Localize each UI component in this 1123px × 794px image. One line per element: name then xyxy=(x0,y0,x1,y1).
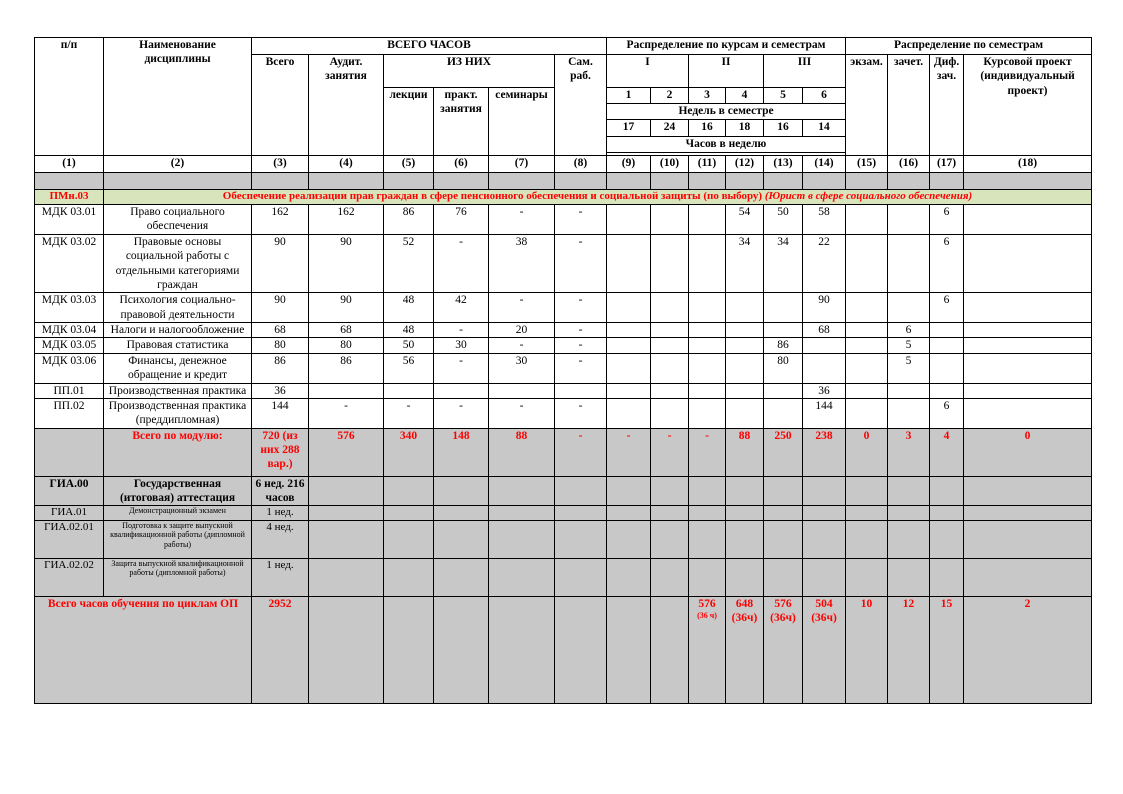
grand-total-s4-note: (36ч) xyxy=(731,611,758,624)
header-dif: Диф. зач. xyxy=(930,55,964,156)
semester-2: 2 xyxy=(651,88,689,104)
discipline-cell xyxy=(434,383,489,398)
header-iz-nih: ИЗ НИХ xyxy=(384,55,555,88)
discipline-name: Правовая статистика xyxy=(104,338,252,353)
discipline-cell: 6 xyxy=(888,323,930,338)
header-total-hours: ВСЕГО ЧАСОВ xyxy=(252,38,607,55)
weeks-5: 16 xyxy=(764,120,803,137)
header-kursovoy: Курсовой проект (индивидуальный проект) xyxy=(964,55,1092,156)
module-code: ПМн.03 xyxy=(35,190,104,205)
discipline-cell: 38 xyxy=(489,234,555,293)
discipline-code: МДК 03.03 xyxy=(35,293,104,323)
discipline-cell xyxy=(689,323,726,338)
discipline-cell: - xyxy=(555,338,607,353)
discipline-row xyxy=(35,398,1092,428)
weeks-2: 24 xyxy=(651,120,689,137)
discipline-cell: 50 xyxy=(764,205,803,235)
gia-item-name: Демонстрационный экзамен xyxy=(104,506,252,520)
module-total-cell: 88 xyxy=(726,428,764,476)
discipline-cell xyxy=(803,338,846,353)
gia-item-row xyxy=(35,558,1092,596)
discipline-cell xyxy=(726,338,764,353)
discipline-cell: - xyxy=(434,234,489,293)
blank-row xyxy=(35,173,1092,190)
module-total-cell: 0 xyxy=(964,428,1092,476)
discipline-cell xyxy=(930,338,964,353)
discipline-cell xyxy=(964,323,1092,338)
header-audit: Аудит. занятия xyxy=(309,55,384,156)
module-total-row xyxy=(35,428,1092,476)
discipline-cell: 36 xyxy=(803,383,846,398)
discipline-cell xyxy=(764,323,803,338)
discipline-cell xyxy=(309,383,384,398)
semester-1: 1 xyxy=(607,88,651,104)
discipline-cell xyxy=(846,323,888,338)
module-total-cell: - xyxy=(651,428,689,476)
discipline-cell xyxy=(651,323,689,338)
curriculum-table xyxy=(34,37,1092,704)
grand-total-s6-hours: 504 xyxy=(815,597,833,610)
discipline-cell: 90 xyxy=(309,293,384,323)
gia-total: 6 нед. 216 часов xyxy=(252,476,309,506)
col-num: (11) xyxy=(689,156,726,173)
discipline-cell: - xyxy=(434,353,489,383)
discipline-name: Право социального обеспечения xyxy=(104,205,252,235)
discipline-cell xyxy=(846,205,888,235)
module-total-cell: 3 xyxy=(888,428,930,476)
header-vsego: Всего xyxy=(252,55,309,156)
gia-item-code: ГИА.02.01 xyxy=(35,520,104,558)
discipline-cell: 54 xyxy=(726,205,764,235)
col-num: (7) xyxy=(489,156,555,173)
discipline-cell: 76 xyxy=(434,205,489,235)
col-num: (4) xyxy=(309,156,384,173)
header-lektsii: лекции xyxy=(384,88,434,156)
grand-total-value: 2952 xyxy=(252,596,309,703)
col-num: (18) xyxy=(964,156,1092,173)
col-num: (12) xyxy=(726,156,764,173)
discipline-cell xyxy=(846,398,888,428)
discipline-cell: 90 xyxy=(803,293,846,323)
discipline-cell xyxy=(930,323,964,338)
discipline-cell: 162 xyxy=(309,205,384,235)
grand-total-s3 xyxy=(689,596,726,703)
discipline-cell xyxy=(846,293,888,323)
module-total-cell: - xyxy=(689,428,726,476)
discipline-cell: 30 xyxy=(434,338,489,353)
discipline-cell: - xyxy=(489,398,555,428)
discipline-row xyxy=(35,293,1092,323)
discipline-cell xyxy=(726,383,764,398)
discipline-cell xyxy=(764,383,803,398)
discipline-cell xyxy=(964,383,1092,398)
gia-name: Государственная (итоговая) аттестация xyxy=(104,476,252,506)
grand-total-s6 xyxy=(803,596,846,703)
discipline-cell xyxy=(726,353,764,383)
discipline-code: МДК 03.06 xyxy=(35,353,104,383)
discipline-name: Правовые основы социальной работы с отдельными категориями граждан xyxy=(104,234,252,293)
col-num: (16) xyxy=(888,156,930,173)
discipline-cell: 68 xyxy=(803,323,846,338)
discipline-name: Финансы, денежное обращение и кредит xyxy=(104,353,252,383)
gia-item-code: ГИА.01 xyxy=(35,506,104,520)
discipline-cell: - xyxy=(489,205,555,235)
discipline-cell: 34 xyxy=(726,234,764,293)
gia-item-name: Защита выпускной квалификационной работы (дипломной работы) xyxy=(104,558,252,596)
module-total-cell: 88 xyxy=(489,428,555,476)
col-num: (1) xyxy=(35,156,104,173)
discipline-cell: 80 xyxy=(252,338,309,353)
semester-5: 5 xyxy=(764,88,803,104)
discipline-cell: - xyxy=(434,323,489,338)
discipline-code: ПП.02 xyxy=(35,398,104,428)
col-num: (9) xyxy=(607,156,651,173)
gia-row xyxy=(35,476,1092,506)
gia-item-total: 1 нед. xyxy=(252,558,309,596)
discipline-cell xyxy=(888,398,930,428)
header-course-1: I xyxy=(607,55,689,88)
module-total-cell: 0 xyxy=(846,428,888,476)
col-num: (6) xyxy=(434,156,489,173)
module-row xyxy=(35,190,1092,205)
col-num: (5) xyxy=(384,156,434,173)
discipline-cell xyxy=(846,383,888,398)
header-ekzam: экзам. xyxy=(846,55,888,156)
grand-total-ekzam: 10 xyxy=(846,596,888,703)
discipline-cell: 80 xyxy=(764,353,803,383)
grand-total-s3-hours: 576 xyxy=(698,597,716,610)
col-num: (14) xyxy=(803,156,846,173)
discipline-cell: 68 xyxy=(309,323,384,338)
discipline-cell xyxy=(489,383,555,398)
module-total-cell: - xyxy=(607,428,651,476)
discipline-cell xyxy=(764,398,803,428)
discipline-cell: - xyxy=(555,398,607,428)
discipline-cell xyxy=(689,205,726,235)
module-total-label: Всего по модулю: xyxy=(104,428,252,476)
discipline-row xyxy=(35,353,1092,383)
gia-item-code: ГИА.02.02 xyxy=(35,558,104,596)
module-total-cell: 340 xyxy=(384,428,434,476)
gia-item-name: Подготовка к защите выпускной квалификационной работы (дипломной работы) xyxy=(104,520,252,558)
grand-total-s4-hours: 648 xyxy=(735,597,754,610)
discipline-cell: 80 xyxy=(309,338,384,353)
discipline-cell: - xyxy=(555,353,607,383)
module-total-cell: 4 xyxy=(930,428,964,476)
discipline-cell: - xyxy=(309,398,384,428)
discipline-cell: 6 xyxy=(930,205,964,235)
discipline-cell: 48 xyxy=(384,323,434,338)
discipline-cell xyxy=(689,383,726,398)
header-prakt: практ. занятия xyxy=(434,88,489,156)
discipline-cell: - xyxy=(489,338,555,353)
col-num: (15) xyxy=(846,156,888,173)
module-total-cell: 576 xyxy=(309,428,384,476)
discipline-cell: 144 xyxy=(252,398,309,428)
discipline-cell xyxy=(930,353,964,383)
discipline-cell xyxy=(689,353,726,383)
discipline-name: Психология социально-правовой деятельности xyxy=(104,293,252,323)
grand-total-zachet: 12 xyxy=(888,596,930,703)
discipline-cell: 6 xyxy=(930,234,964,293)
discipline-cell xyxy=(607,353,651,383)
semester-4: 4 xyxy=(726,88,764,104)
module-title xyxy=(104,190,1092,205)
discipline-cell: - xyxy=(555,205,607,235)
header-zachet: зачет. xyxy=(888,55,930,156)
semester-6: 6 xyxy=(803,88,846,104)
discipline-cell xyxy=(651,234,689,293)
gia-item-row xyxy=(35,520,1092,558)
weeks-label: Недель в семестре xyxy=(607,104,846,120)
col-num: (8) xyxy=(555,156,607,173)
discipline-cell xyxy=(607,323,651,338)
discipline-name: Налоги и налогообложение xyxy=(104,323,252,338)
weeks-1: 17 xyxy=(607,120,651,137)
grand-total-s5 xyxy=(764,596,803,703)
header-num: п/п xyxy=(35,38,104,156)
grand-total-s3-note: (36 ч) xyxy=(697,610,717,620)
header-distribution-semesters: Распределение по семестрам xyxy=(846,38,1092,55)
discipline-cell: 86 xyxy=(764,338,803,353)
discipline-cell xyxy=(764,293,803,323)
discipline-cell: - xyxy=(434,398,489,428)
discipline-cell: 22 xyxy=(803,234,846,293)
discipline-cell: 90 xyxy=(309,234,384,293)
discipline-code: МДК 03.04 xyxy=(35,323,104,338)
discipline-cell xyxy=(888,383,930,398)
col-num: (13) xyxy=(764,156,803,173)
gia-item-row xyxy=(35,506,1092,520)
discipline-cell xyxy=(651,293,689,323)
discipline-cell: 144 xyxy=(803,398,846,428)
grand-total-kursovoy: 2 xyxy=(964,596,1092,703)
discipline-row xyxy=(35,234,1092,293)
discipline-name: Производственная практика xyxy=(104,383,252,398)
grand-total-s5-hours: 576 xyxy=(774,597,792,610)
discipline-cell xyxy=(651,383,689,398)
discipline-cell: 90 xyxy=(252,234,309,293)
discipline-cell xyxy=(888,234,930,293)
grand-total-s6-note: (36ч) xyxy=(811,611,837,624)
grand-total-s5-note: (36ч) xyxy=(770,611,796,624)
discipline-cell xyxy=(803,353,846,383)
col-num: (17) xyxy=(930,156,964,173)
header-course-2: II xyxy=(689,55,764,88)
semester-3: 3 xyxy=(689,88,726,104)
gia-item-total: 4 нед. xyxy=(252,520,309,558)
gia-code: ГИА.00 xyxy=(35,476,104,506)
discipline-cell: 86 xyxy=(384,205,434,235)
discipline-cell: - xyxy=(555,293,607,323)
header-sam: Сам. раб. xyxy=(555,55,607,156)
weeks-3: 16 xyxy=(689,120,726,137)
discipline-cell: 52 xyxy=(384,234,434,293)
col-num: (2) xyxy=(104,156,252,173)
discipline-cell xyxy=(607,338,651,353)
discipline-cell: 20 xyxy=(489,323,555,338)
discipline-cell xyxy=(651,205,689,235)
weeks-6: 14 xyxy=(803,120,846,137)
discipline-cell xyxy=(607,383,651,398)
module-total-cell: 148 xyxy=(434,428,489,476)
discipline-cell xyxy=(964,353,1092,383)
module-total-cell: 238 xyxy=(803,428,846,476)
header-seminary: семинары xyxy=(489,88,555,156)
discipline-cell: 86 xyxy=(309,353,384,383)
discipline-rows xyxy=(35,205,1092,429)
module-total-cell: 250 xyxy=(764,428,803,476)
discipline-cell: 86 xyxy=(252,353,309,383)
discipline-cell: - xyxy=(489,293,555,323)
discipline-cell xyxy=(964,338,1092,353)
discipline-cell xyxy=(964,205,1092,235)
discipline-code: МДК 03.02 xyxy=(35,234,104,293)
discipline-cell xyxy=(964,398,1092,428)
discipline-cell xyxy=(726,323,764,338)
discipline-cell: 30 xyxy=(489,353,555,383)
discipline-cell xyxy=(689,234,726,293)
curriculum-sheet xyxy=(34,37,1092,704)
weeks-4: 18 xyxy=(726,120,764,137)
hours-per-week-label: Часов в неделю xyxy=(607,137,846,153)
module-title-text: Обеспечение реализации прав граждан в сфере пенсионного обеспечения и социальной защиты (по выбору) xyxy=(222,190,763,202)
grand-total-label: Всего часов обучения по циклам ОП xyxy=(35,596,252,703)
discipline-cell: 5 xyxy=(888,353,930,383)
discipline-cell: 42 xyxy=(434,293,489,323)
discipline-cell xyxy=(651,398,689,428)
discipline-cell: 50 xyxy=(384,338,434,353)
module-total-cell: - xyxy=(555,428,607,476)
header-course-3: III xyxy=(764,55,846,88)
col-num: (10) xyxy=(651,156,689,173)
discipline-cell xyxy=(607,205,651,235)
discipline-row xyxy=(35,338,1092,353)
discipline-cell xyxy=(607,398,651,428)
discipline-cell: 34 xyxy=(764,234,803,293)
module-title-italic: (Юрист в сфере социального обеспечения) xyxy=(764,190,973,202)
discipline-code: МДК 03.05 xyxy=(35,338,104,353)
discipline-cell xyxy=(726,398,764,428)
column-numbers-row xyxy=(35,156,1092,173)
discipline-cell xyxy=(888,293,930,323)
discipline-cell: 68 xyxy=(252,323,309,338)
discipline-code: МДК 03.01 xyxy=(35,205,104,235)
grand-total-s4 xyxy=(726,596,764,703)
discipline-cell xyxy=(964,293,1092,323)
discipline-cell xyxy=(689,338,726,353)
discipline-row xyxy=(35,205,1092,235)
discipline-cell xyxy=(846,234,888,293)
discipline-cell: 48 xyxy=(384,293,434,323)
discipline-cell: 5 xyxy=(888,338,930,353)
discipline-cell xyxy=(888,205,930,235)
module-total-value: 720 (из них 288 вар.) xyxy=(252,428,309,476)
discipline-cell xyxy=(846,338,888,353)
discipline-cell xyxy=(384,383,434,398)
discipline-cell xyxy=(846,353,888,383)
discipline-row xyxy=(35,383,1092,398)
header-distribution-courses: Распределение по курсам и семестрам xyxy=(607,38,846,55)
discipline-cell: 6 xyxy=(930,398,964,428)
grand-total-row xyxy=(35,596,1092,703)
discipline-cell: - xyxy=(555,234,607,293)
discipline-cell xyxy=(726,293,764,323)
discipline-cell: 162 xyxy=(252,205,309,235)
col-num: (3) xyxy=(252,156,309,173)
discipline-cell xyxy=(964,234,1092,293)
discipline-cell: 6 xyxy=(930,293,964,323)
header-discipline: Наименование дисциплины xyxy=(104,38,252,156)
discipline-cell xyxy=(930,383,964,398)
discipline-cell xyxy=(651,353,689,383)
discipline-cell: 58 xyxy=(803,205,846,235)
discipline-cell xyxy=(607,234,651,293)
discipline-cell: 36 xyxy=(252,383,309,398)
discipline-cell xyxy=(555,383,607,398)
discipline-cell xyxy=(689,398,726,428)
discipline-name: Производственная практика (преддипломная) xyxy=(104,398,252,428)
discipline-row xyxy=(35,323,1092,338)
discipline-cell: 56 xyxy=(384,353,434,383)
discipline-cell xyxy=(607,293,651,323)
discipline-cell xyxy=(689,293,726,323)
grand-total-dif: 15 xyxy=(930,596,964,703)
discipline-cell: - xyxy=(384,398,434,428)
discipline-cell: - xyxy=(555,323,607,338)
gia-item-total: 1 нед. xyxy=(252,506,309,520)
discipline-cell: 90 xyxy=(252,293,309,323)
discipline-code: ПП.01 xyxy=(35,383,104,398)
discipline-cell xyxy=(651,338,689,353)
